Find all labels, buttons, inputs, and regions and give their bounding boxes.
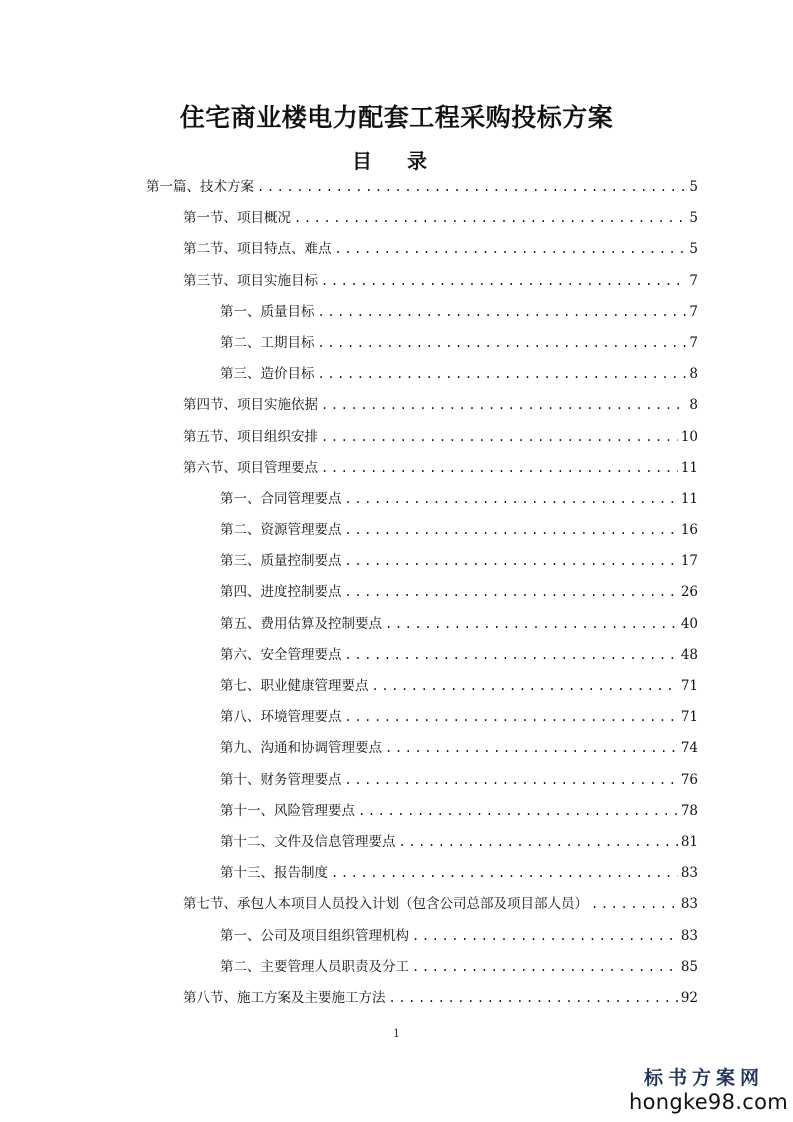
- toc-dot-leader: [331, 858, 678, 889]
- toc-entry[interactable]: [0, 827, 793, 858]
- toc-entry-page: 85: [680, 958, 698, 975]
- toc-dot-leader: [358, 796, 678, 827]
- toc-heading: 目 录: [352, 149, 441, 173]
- toc-entry[interactable]: [0, 702, 793, 733]
- page-number: 1: [393, 1027, 400, 1040]
- toc-entry-page: 83: [680, 896, 698, 913]
- toc-entry[interactable]: [0, 609, 793, 640]
- toc-entry[interactable]: [0, 297, 793, 328]
- toc-dot-leader: [318, 359, 687, 390]
- toc-entry[interactable]: [0, 858, 793, 889]
- toc-entry-page: 76: [680, 771, 698, 788]
- toc-entry-page: 26: [680, 584, 698, 601]
- toc-entry-page: 81: [680, 833, 698, 850]
- toc-entry-label: 第二节、项目特点、难点: [183, 241, 332, 258]
- toc-entry[interactable]: [0, 266, 793, 297]
- toc-entry[interactable]: [0, 577, 793, 608]
- toc-entry-page: 71: [680, 709, 698, 726]
- toc-dot-leader: [412, 921, 678, 952]
- toc-entry-label: 第十三、报告制度: [220, 865, 328, 882]
- toc-dot-leader: [345, 702, 678, 733]
- toc-entry-page: 8: [689, 366, 698, 383]
- toc-entry[interactable]: [0, 359, 793, 390]
- toc-entry-label: 第六节、项目管理要点: [183, 459, 318, 476]
- toc-entry-label: 第十、财务管理要点: [220, 771, 342, 788]
- toc-entry-label: 第三节、项目实施目标: [183, 272, 318, 289]
- toc-entry-label: 第一篇、技术方案: [146, 179, 254, 195]
- toc-entry-page: 5: [689, 179, 698, 195]
- toc-entry[interactable]: [0, 640, 793, 671]
- toc-entry-page: 48: [680, 646, 698, 663]
- toc-dot-leader: [385, 733, 678, 764]
- toc-dot-leader: [345, 640, 678, 671]
- toc-entry-page: 11: [680, 459, 698, 476]
- toc-entry-label: 第七、职业健康管理要点: [220, 678, 369, 694]
- toc-entry-page: 83: [680, 927, 698, 944]
- toc-entry-label: 第十二、文件及信息管理要点: [220, 833, 396, 850]
- toc-entry-page: 17: [680, 553, 698, 570]
- toc-entry-label: 第五节、项目组织安排: [183, 428, 318, 445]
- toc-dot-leader: [321, 266, 686, 297]
- toc-entry-label: 第八、环境管理要点: [220, 709, 342, 726]
- toc-entry-page: 8: [689, 397, 698, 414]
- toc-dot-leader: [345, 577, 678, 608]
- toc-entry-label: 第二、主要管理人员职责及分工: [220, 958, 409, 975]
- toc-dot-leader: [294, 203, 686, 234]
- toc-entry[interactable]: [0, 422, 793, 453]
- toc-dot-leader: [335, 234, 687, 265]
- toc-entry-label: 第一节、项目概况: [183, 210, 291, 227]
- toc-entry[interactable]: [0, 889, 793, 920]
- toc-entry-page: 5: [689, 241, 698, 258]
- toc-entry[interactable]: [0, 203, 793, 234]
- toc-entry[interactable]: [0, 515, 793, 546]
- toc-entry-label: 第十一、风险管理要点: [220, 802, 355, 819]
- toc-entry-label: 第二、资源管理要点: [220, 522, 342, 539]
- toc-dot-leader: [345, 546, 678, 577]
- document-title: 住宅商业楼电力配套工程采购投标方案: [179, 103, 614, 132]
- toc-entry-label: 第四、进度控制要点: [220, 584, 342, 601]
- toc-entry-page: 74: [680, 740, 698, 757]
- toc-entry[interactable]: [0, 390, 793, 421]
- toc-entry[interactable]: [0, 172, 793, 203]
- toc-entry-page: 71: [680, 678, 698, 694]
- toc-entry-page: 7: [689, 303, 698, 320]
- toc-dot-leader: [318, 297, 687, 328]
- toc-dot-leader: [372, 671, 678, 702]
- toc-entry-page: 11: [680, 490, 698, 507]
- toc-entry[interactable]: [0, 952, 793, 983]
- toc-dot-leader: [412, 952, 678, 983]
- toc-entry-label: 第一、质量目标: [220, 303, 315, 320]
- toc-entry-page: 7: [689, 334, 698, 351]
- toc-entry-label: 第七节、承包人本项目人员投入计划（包含公司总部及项目部人员）: [183, 896, 588, 913]
- toc-entry-label: 第三、造价目标: [220, 366, 315, 383]
- watermark-url: hongke98.com: [629, 1090, 788, 1114]
- toc-entry[interactable]: [0, 765, 793, 796]
- toc-entry-label: 第一、合同管理要点: [220, 490, 342, 507]
- toc-dot-leader: [318, 328, 687, 359]
- toc-dot-leader: [399, 827, 678, 858]
- toc-entry[interactable]: [0, 234, 793, 265]
- toc-entry-page: 83: [680, 865, 698, 882]
- toc-entry-label: 第九、沟通和协调管理要点: [220, 740, 382, 757]
- toc-dot-leader: [591, 889, 678, 920]
- toc-entry-page: 10: [680, 428, 698, 445]
- table-of-contents: [0, 172, 793, 1014]
- toc-dot-leader: [345, 515, 678, 546]
- toc-dot-leader: [321, 422, 678, 453]
- watermark-logo: [629, 1066, 788, 1114]
- toc-entry-label: 第四节、项目实施依据: [183, 397, 318, 414]
- toc-entry-label: 第六、安全管理要点: [220, 646, 342, 663]
- toc-dot-leader: [345, 765, 678, 796]
- toc-dot-leader: [385, 609, 678, 640]
- toc-entry[interactable]: [0, 453, 793, 484]
- toc-dot-leader: [389, 983, 678, 1014]
- toc-dot-leader: [345, 484, 678, 515]
- toc-entry-page: 5: [689, 210, 698, 227]
- toc-entry[interactable]: [0, 484, 793, 515]
- toc-entry-page: 16: [680, 522, 698, 539]
- toc-dot-leader: [321, 453, 678, 484]
- toc-entry[interactable]: [0, 733, 793, 764]
- toc-entry[interactable]: [0, 328, 793, 359]
- toc-dot-leader: [321, 390, 686, 421]
- toc-entry-page: 40: [680, 615, 698, 632]
- toc-entry-label: 第五、费用估算及控制要点: [220, 615, 382, 632]
- toc-entry[interactable]: [0, 671, 793, 702]
- toc-entry-page: 92: [680, 989, 698, 1006]
- toc-entry-page: 7: [689, 272, 698, 289]
- toc-entry-page: 78: [680, 802, 698, 819]
- toc-entry-label: 第三、质量控制要点: [220, 553, 342, 570]
- toc-entry[interactable]: [0, 796, 793, 827]
- toc-dot-leader: [257, 172, 686, 203]
- toc-entry[interactable]: [0, 546, 793, 577]
- toc-entry-label: 第八节、施工方案及主要施工方法: [183, 989, 386, 1006]
- toc-entry[interactable]: [0, 921, 793, 952]
- toc-entry-label: 第二、工期目标: [220, 334, 315, 351]
- toc-entry[interactable]: [0, 983, 793, 1014]
- toc-entry-label: 第一、公司及项目组织管理机构: [220, 927, 409, 944]
- watermark-site-name: 标书方案网: [643, 1067, 764, 1089]
